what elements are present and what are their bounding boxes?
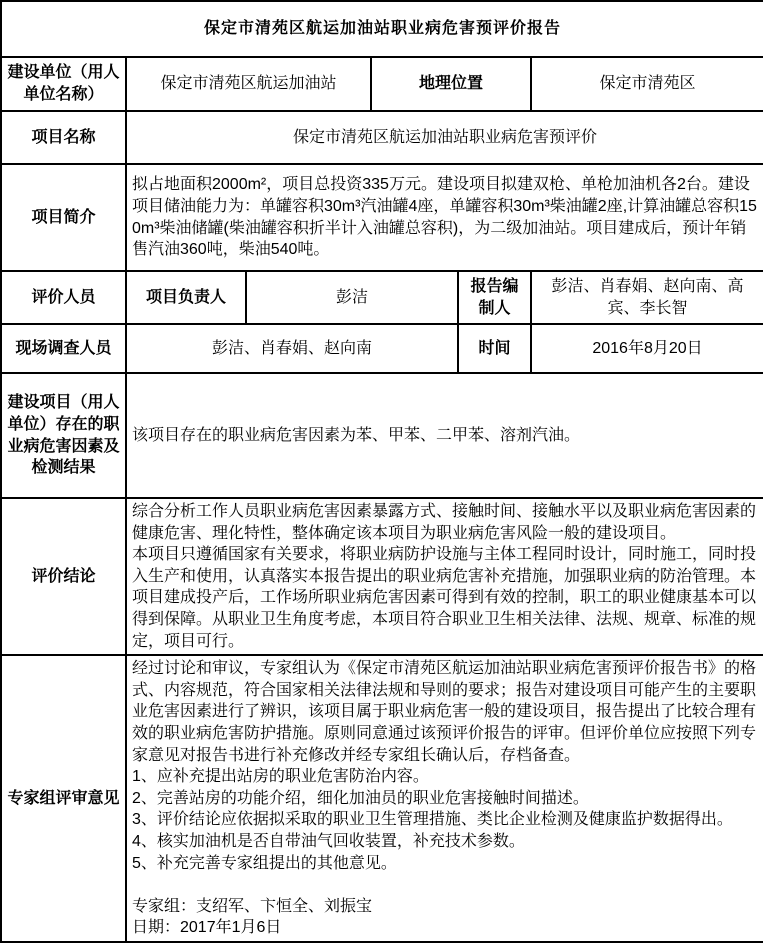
location-value: 保定市清苑区 xyxy=(531,57,763,111)
expert-review-value: 经过讨论和审议，专家组认为《保定市清苑区航运加油站职业病危害预评价报告书》的格式、内容规范，符合国家相关法律法规和导则的要求；报告对建设项目可能产生的主要职业危害因素进行了辨识，该项目属于职业病危害一般的建设项目，报告提出了比较合理有效的职业病危害防护措施。原则同意通过该预评价报告的评审。但评价单位应按照下列专家意见对报告书进行补充修改并经专家组长确认后，存档备查。 1、应补充提出站房的职业危害防治内容。 2、完善站房的功能介绍，细化加油员的职业危害接触时间描述。 3、评价结论应依据拟采取的职业卫生管理措施、类比企业检测及健康监护数据得出。 4、核实加油机是否自带油气回收装置，补充技术参数。 5、补充完善专家组提出的其他意见。 专家组：支绍军、卞恒全、刘振宝 日期：2017年1月6日 xyxy=(126,655,763,942)
project-leader-value: 彭洁 xyxy=(246,271,458,324)
evaluators-row xyxy=(1,271,763,324)
evaluators-label: 评价人员 xyxy=(1,271,126,324)
survey-time-value: 2016年8月20日 xyxy=(531,324,763,373)
conclusion-value: 综合分析工作人员职业病危害因素暴露方式、接触时间、接触水平以及职业病危害因素的健康危害、理化特性，整体确定该本项目为职业病危害风险一般的建设项目。 本项目只遵循国家有关要求，将职业病防护设施与主体工程同时设计，同时施工，同时投入生产和使用，认真落实本报告提出的职业病危害补充措施，加强职业病的防治管理。本项目建成投产后，工作场所职业病危害因素可得到有效的控制，职工的职业健康基本可以得到保障。从职业卫生角度考虑，本项目符合职业卫生相关法律、法规、规章、标准的规定，项目可行。 xyxy=(126,498,763,655)
hazards-value: 该项目存在的职业病危害因素为苯、甲苯、二甲苯、溶剂汽油。 xyxy=(126,373,763,498)
construction-unit-label: 建设单位（用人单位名称） xyxy=(1,57,126,111)
project-name-value: 保定市清苑区航运加油站职业病危害预评价 xyxy=(126,111,763,164)
project-brief-row xyxy=(1,164,763,271)
report-compilers-label: 报告编制人 xyxy=(458,271,531,324)
project-name-label: 项目名称 xyxy=(1,111,126,164)
survey-personnel-label: 现场调查人员 xyxy=(1,324,126,373)
project-brief-value: 拟占地面积2000m²，项目总投资335万元。建设项目拟建双枪、单枪加油机各2台。建设项目储油能力为：单罐容积30m³汽油罐4座，单罐容积30m³柴油罐2座,计算油罐总容积150m³柴油储罐(柴油罐容积折半计入油罐总容积)，为二级加油站。项目建成后，预计年销售汽油360吨，柴油540吨。 xyxy=(126,164,763,271)
construction-unit-row xyxy=(1,57,763,111)
hazards-label: 建设项目（用人单位）存在的职业病危害因素及检测结果 xyxy=(1,373,126,498)
project-brief-label: 项目简介 xyxy=(1,164,126,271)
project-leader-label: 项目负责人 xyxy=(126,271,246,324)
conclusion-row xyxy=(1,498,763,655)
survey-personnel-value: 彭洁、肖春娟、赵向南 xyxy=(126,324,458,373)
location-label: 地理位置 xyxy=(371,57,531,111)
expert-review-row xyxy=(1,655,763,942)
title-row xyxy=(1,1,763,57)
construction-unit-value: 保定市清苑区航运加油站 xyxy=(126,57,371,111)
conclusion-label: 评价结论 xyxy=(1,498,126,655)
survey-row xyxy=(1,324,763,373)
expert-review-label: 专家组评审意见 xyxy=(1,655,126,942)
project-name-row xyxy=(1,111,763,164)
report-compilers-value: 彭洁、肖春娟、赵向南、高宾、李长智 xyxy=(531,271,763,324)
hazards-row xyxy=(1,373,763,498)
survey-time-label: 时间 xyxy=(458,324,531,373)
report-title: 保定市清苑区航运加油站职业病危害预评价报告 xyxy=(1,1,763,57)
